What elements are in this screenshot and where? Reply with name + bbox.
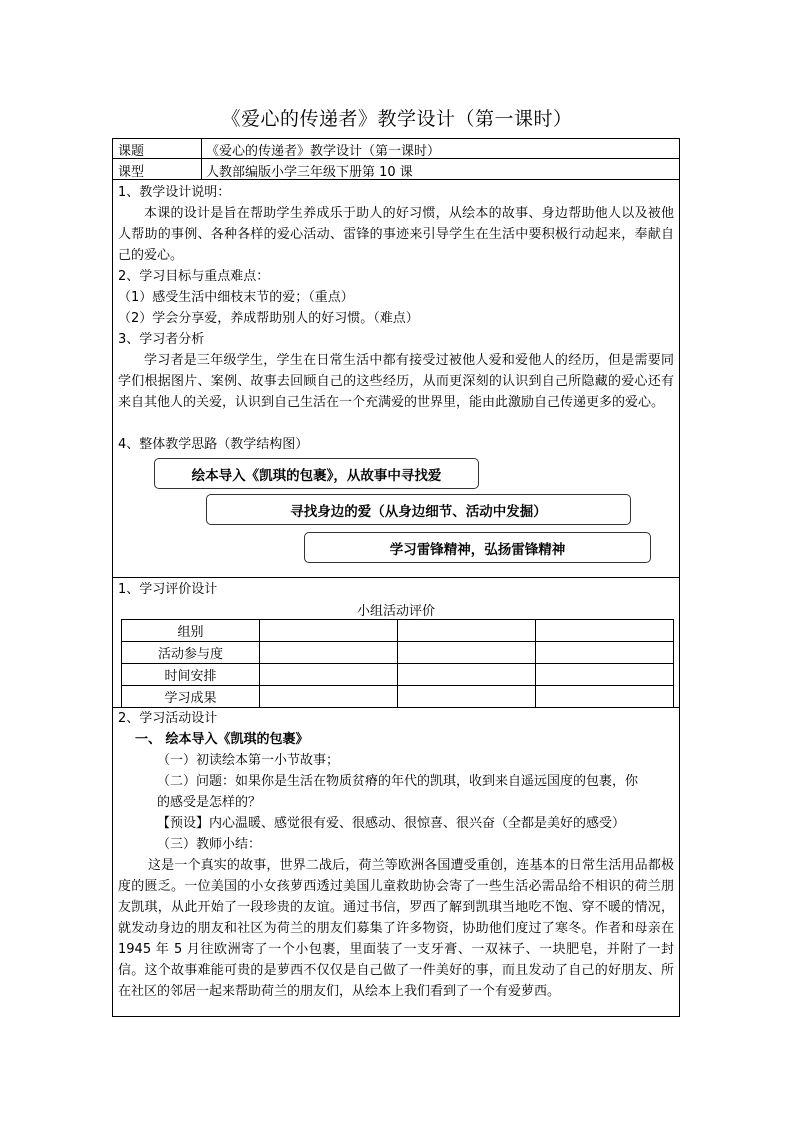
goal-2: （2）学会分享爱，养成帮助别人的好习惯。（难点） [118,311,419,326]
goal-1: （1）感受生活中细枝末节的爱；（重点） [118,290,354,305]
evaluation-divider [113,578,679,708]
topic-value: 《爱心的传递者》教学设计（第一课时） [206,144,441,159]
column-divider [201,139,202,158]
activity-preset: 【预设】内心温暖、感觉很有爱、很感动、很惊喜、很兴奋（全都是美好的感受） [157,816,626,831]
story-paragraph: 这是一个真实的故事，世界二战后，荷兰等欧洲各国遭受重创，连基本的日常生活用品都极度的匮乏。一位美国的小女孩萝西透过美国儿童救助协会寄了一些生活必需品给不相识的荷兰朋友凯琪，从此开始了一段珍贵的友谊。通过书信，罗西了解到凯琪当地吃不饱、穿不暖的情况，就发动身边的朋友和社区为荷兰的朋友们募集了许多物资，协助他们度过了寒冬。作者和母亲在 1945 年 5 月往欧洲寄了一个小包裹，里面装了一支牙膏、一双袜子、一块肥皂，并附了一封信。这个故事难能可贵的是萝西不仅仅是自己做了一件美好的事，而且发动了自己的好朋友、所在社区的邻居一起来帮助荷兰的朋友们，从绘本上我们看到了一个有爱萝西。 [118,858,674,999]
heading-design-note: 1、教学设计说明： [118,185,231,200]
design-section [113,180,679,578]
activity-step-2-line-1: （二）问题：如果你是生活在物质贫瘠的年代的凯琪，收到来自遥远国度的包裹，你 [157,774,639,789]
design-note-paragraph: 本课的设计是旨在帮助学生养成乐于助人的好习惯，从绘本的故事、身边帮助他人以及被他人帮助的事例、各种各样的爱心活动、雷锋的事迹来引导学生在生活中要积极行动起来，奉献自己的爱心。 [118,206,674,263]
flow-box-2: 寻找身边的爱（从身边细节、活动中发掘） [206,494,631,525]
activity-subheading: 一、 绘本导入《凯琪的包裹》 [135,732,309,747]
page-title: 《爱心的传递者》教学设计（第一课时） [221,108,573,130]
type-row [113,159,679,180]
flow-box-3: 学习雷锋精神，弘扬雷锋精神 [304,532,651,563]
activity-step-1: （一）初读绘本第一小节故事； [157,753,340,768]
activity-step-2-line-2: 的感受是怎样的？ [157,795,262,810]
heading-evaluation: 1、学习评价设计 [118,582,218,597]
topic-row [113,139,679,159]
heading-activity: 2、学习活动设计 [118,711,218,726]
heading-structure: 4、整体教学思路（教学结构图） [118,437,309,452]
evaluation-row-label: 活动参与度 [122,642,260,664]
topic-label: 课题 [118,144,145,159]
activity-step-3: （三）教师小结： [157,837,262,852]
type-value: 人教部编版小学三年级下册第 10 课 [206,165,413,180]
evaluation-row-label: 组别 [122,620,260,642]
evaluation-row-label: 学习成果 [122,686,260,708]
heading-learner-analysis: 3、学习者分析 [118,332,205,347]
column-divider [201,159,202,179]
learner-analysis-paragraph: 学习者是三年级学生，学生在日常生活中都有接受过被他人爱和爱他人的经历，但是需要同学们根据图片、案例、故事去回顾自己的这些经历，从而更深刻的认识到自己所隐藏的爱心还有来自其他人的关爱，认识到自己生活在一个充满爱的世界里，能由此激励自己传递更多的爱心。 [118,353,674,410]
evaluation-caption: 小组活动评价 [356,604,435,619]
type-label: 课型 [118,165,145,180]
flow-box-1: 绘本导入《凯琪的包裹》，从故事中寻找爱 [154,458,479,489]
heading-goals: 2、学习目标与重点难点： [118,269,270,284]
lesson-plan-table [112,138,680,1017]
evaluation-row-label: 时间安排 [122,664,260,686]
